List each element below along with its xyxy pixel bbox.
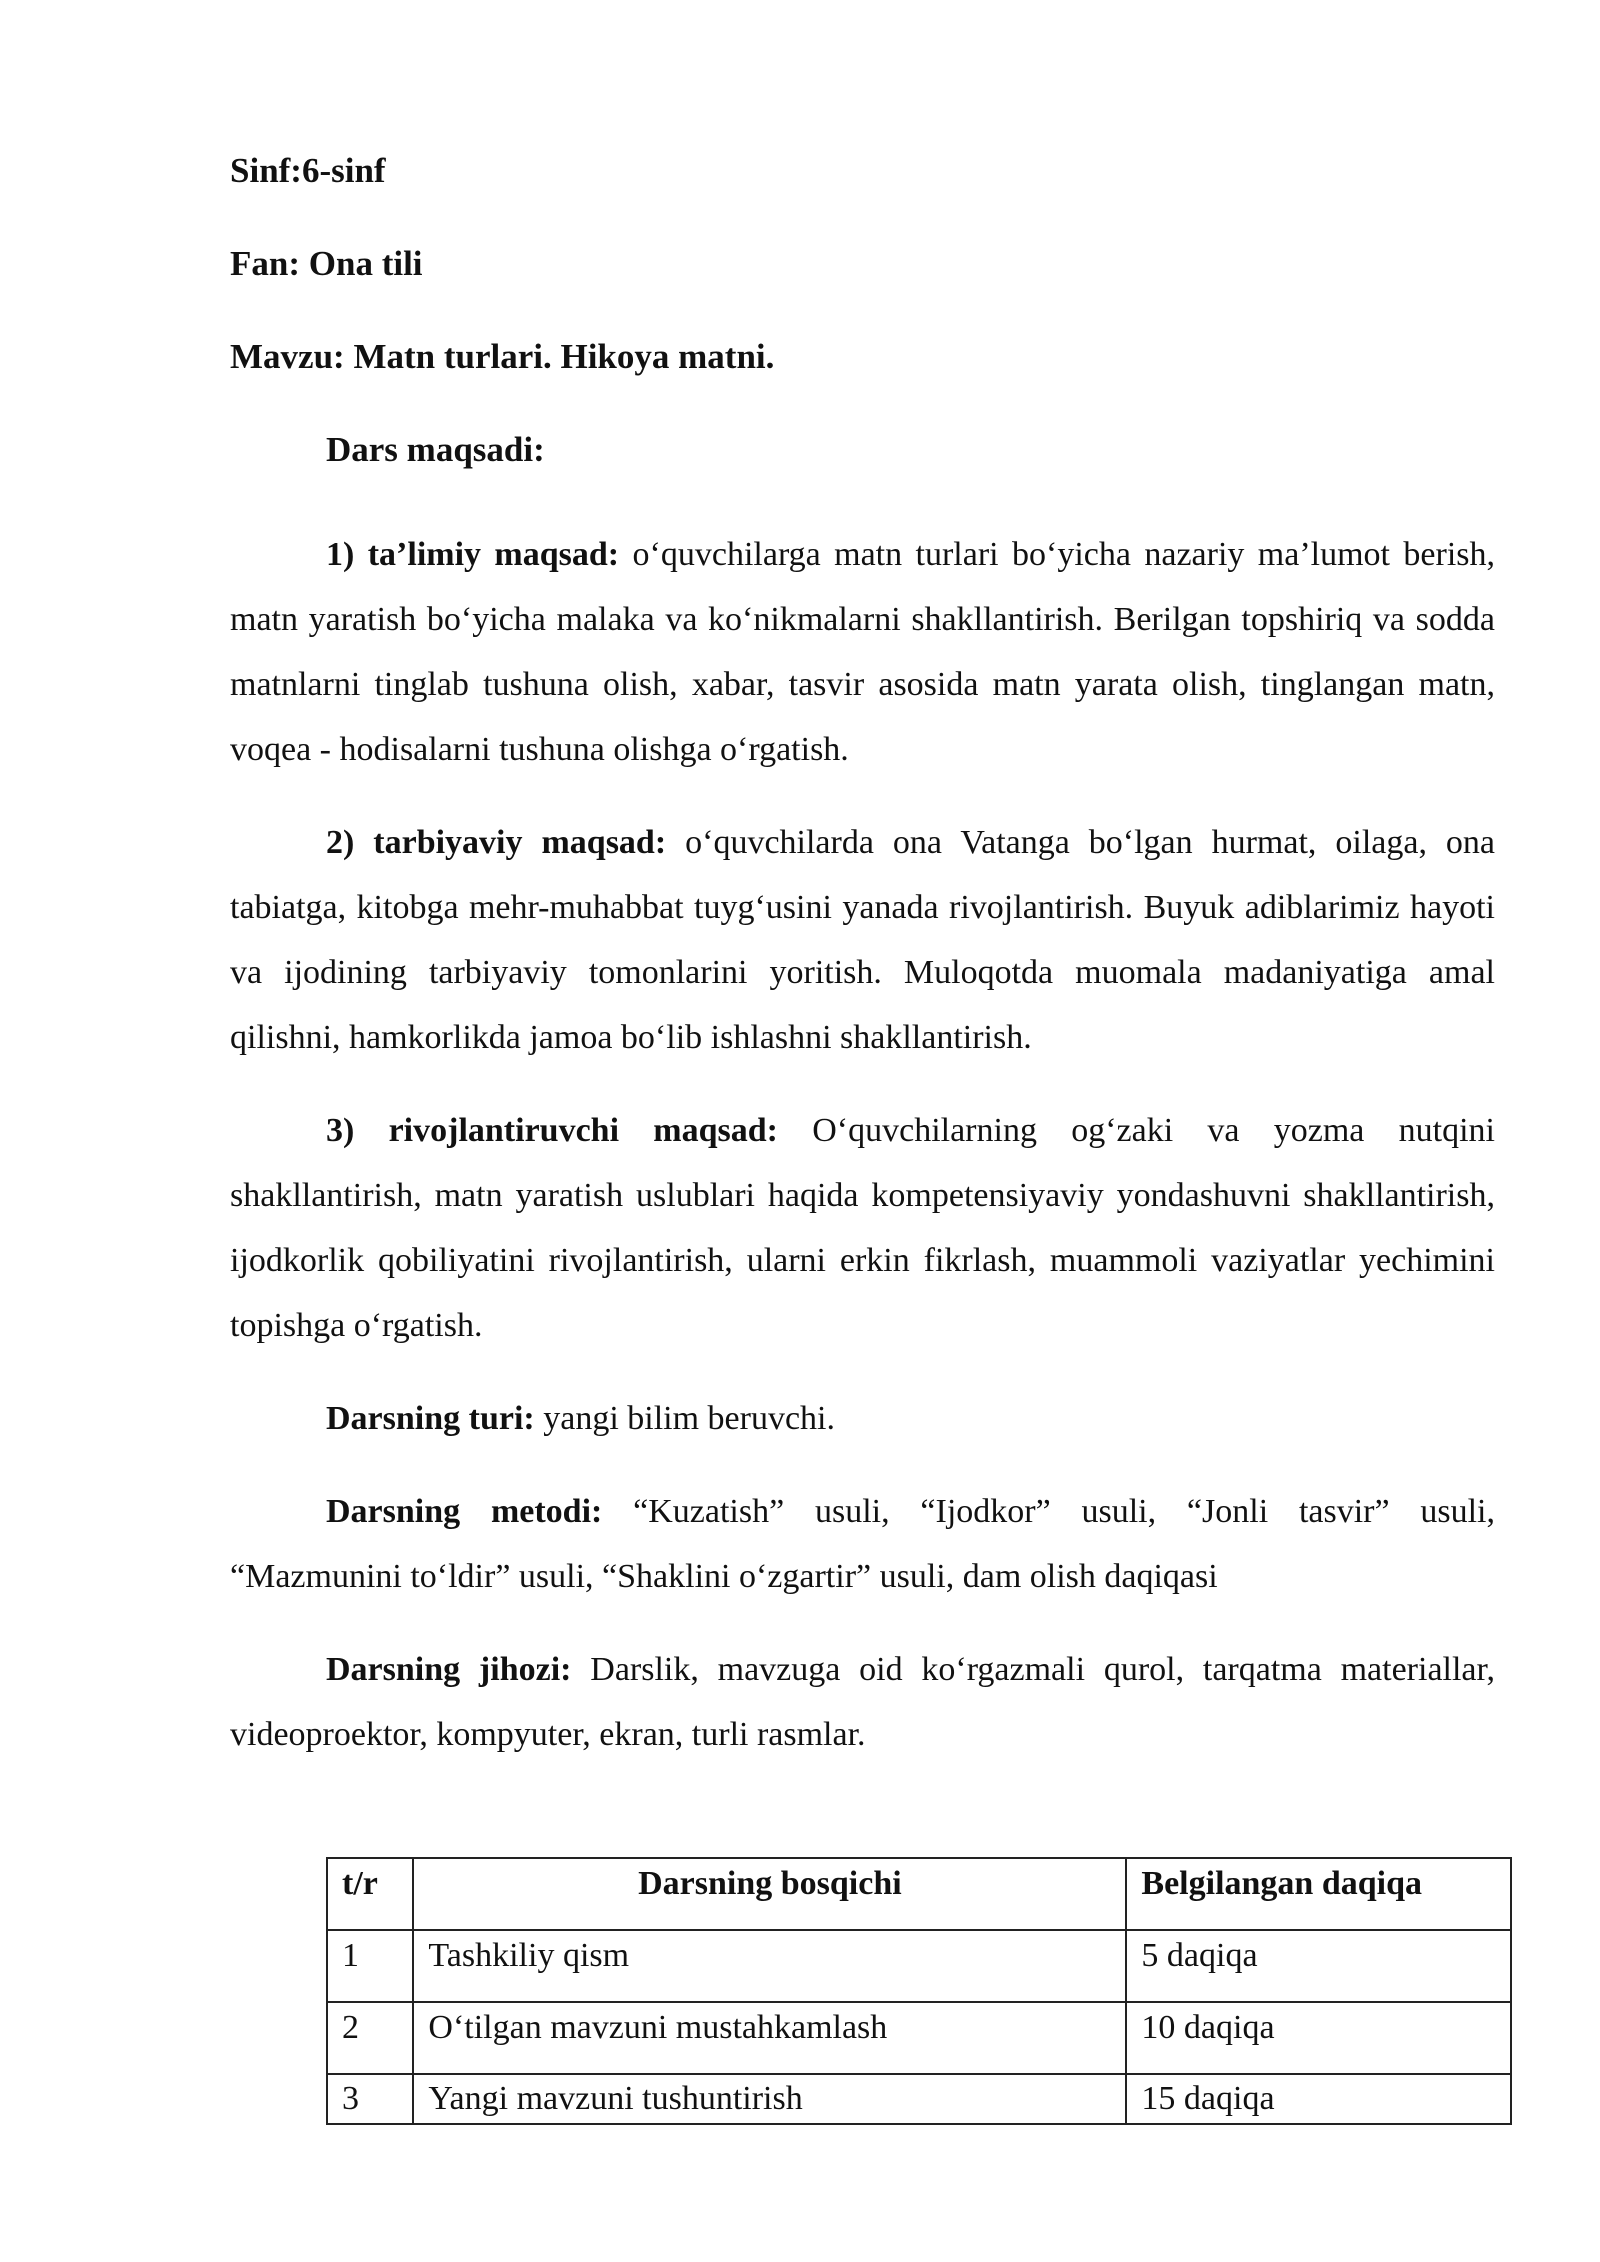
lesson-equipment-text: Darslik, mavzuga oid ko‘rgazmali qurol, tarqatma materiallar, videoproektor, kompyuter, ekran, turli rasmlar. bbox=[230, 1651, 1495, 1753]
table-row bbox=[327, 2002, 1511, 2074]
table-header-minutes: Belgilangan daqiqa bbox=[1126, 1858, 1511, 1930]
developmental-goal-label: 3) rivojlantiruvchi maqsad: bbox=[326, 1112, 778, 1149]
document-page bbox=[230, 150, 1495, 1795]
subject-line: Fan: Ona tili bbox=[230, 244, 423, 283]
educational-goal-label: 1) ta’limiy maqsad: bbox=[326, 536, 620, 573]
upbringing-goal-label: 2) tarbiyaviy maqsad: bbox=[326, 824, 667, 861]
upbringing-goal-text: o‘quvchilarda ona Vatanga bo‘lgan hurmat, oilaga, ona tabiatga, kitobga mehr-muhabbat tuyg‘usini yanada rivojlantirish. Buyuk adiblarimiz hayoti va ijodining tarbiyaviy tomonlarini yoritish. Muloqotda muomala madaniyatiga amal qilishni, hamkorlikda jamoa bo‘lib ishlashni shakllantirish. bbox=[230, 824, 1495, 1056]
lesson-method-label: Darsning metodi: bbox=[326, 1493, 603, 1530]
table-header-number: t/r bbox=[327, 1858, 413, 1930]
developmental-goal-text: O‘quvchilarning og‘zaki va yozma nutqini shakllantirish, matn yaratish uslublari haqida kompetensiyaviy yondashuvni shakllantirish, ijodkorlik qobiliyatini rivojlantirish, ularni erkin fikrlash, muammoli vaziyatlar yechimini topishga o‘rgatish. bbox=[230, 1112, 1495, 1344]
lesson-equipment-paragraph bbox=[230, 1637, 1495, 1767]
lesson-type-text: yangi bilim beruvchi. bbox=[534, 1400, 836, 1437]
lesson-type-label: Darsning turi: bbox=[326, 1400, 535, 1437]
lesson-method-text: “Kuzatish” usuli, “Ijodkor” usuli, “Jonli tasvir” usuli, “Mazmunini to‘ldir” usuli, “Shaklini o‘zgartir” usuli, dam olish daqiqasi bbox=[230, 1493, 1495, 1595]
lesson-goals-title: Dars maqsadi: bbox=[326, 430, 545, 469]
educational-goal-text: o‘quvchilarga matn turlari bo‘yicha nazariy ma’lumot berish, matn yaratish bo‘yicha malaka va ko‘nikmalarni shakllantirish. Berilgan topshiriq va sodda matnlarni tinglab tushuna olish, xabar, tasvir asosida matn yarata olish, tinglangan matn, voqea - hodisalarni tushuna olishga o‘rgatish. bbox=[230, 536, 1495, 768]
lesson-method-paragraph bbox=[230, 1479, 1495, 1609]
table-cell-minutes: 15 daqiqa bbox=[1126, 2074, 1511, 2124]
table-header-stage: Darsning bosqichi bbox=[413, 1858, 1126, 1930]
developmental-goal-paragraph bbox=[230, 1098, 1495, 1358]
table-cell-stage: Tashkiliy qism bbox=[413, 1930, 1126, 2002]
lesson-equipment-label: Darsning jihozi: bbox=[326, 1651, 572, 1688]
topic-line: Mavzu: Matn turlari. Hikoya matni. bbox=[230, 337, 775, 376]
class-line: Sinf:6-sinf bbox=[230, 151, 386, 190]
lesson-stages-table bbox=[326, 1857, 1512, 2125]
lesson-type-paragraph bbox=[230, 1386, 1495, 1451]
table-cell-number: 3 bbox=[327, 2074, 413, 2124]
table-cell-number: 2 bbox=[327, 2002, 413, 2074]
educational-goal-paragraph bbox=[230, 522, 1495, 782]
upbringing-goal-paragraph bbox=[230, 810, 1495, 1070]
table-cell-minutes: 5 daqiqa bbox=[1126, 1930, 1511, 2002]
table-header-row bbox=[327, 1858, 1511, 1930]
table-cell-number: 1 bbox=[327, 1930, 413, 2002]
table-cell-minutes: 10 daqiqa bbox=[1126, 2002, 1511, 2074]
table-row bbox=[327, 1930, 1511, 2002]
table-cell-stage: Yangi mavzuni tushuntirish bbox=[413, 2074, 1126, 2124]
table-cell-stage: O‘tilgan mavzuni mustahkamlash bbox=[413, 2002, 1126, 2074]
table-row bbox=[327, 2074, 1511, 2124]
